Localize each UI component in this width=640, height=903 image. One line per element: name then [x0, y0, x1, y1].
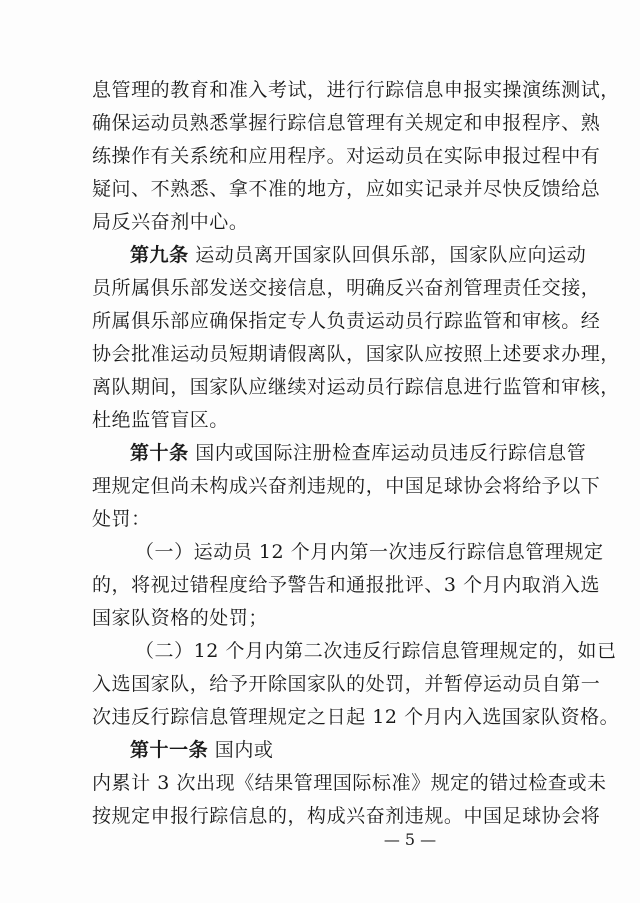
text-line: 疑问、不熟悉、拿不准的地方，应如实记录并尽快反馈给总	[92, 178, 601, 200]
text-line: 确保运动员熟悉掌握行踪信息管理有关规定和申报程序、熟	[92, 112, 601, 134]
article-heading: 第九条	[130, 244, 189, 266]
text-line: 按规定申报行踪信息的，构成兴奋剂违规。中国足球协会将	[92, 805, 601, 827]
page-number: — 5 —	[383, 830, 437, 849]
text-line: 理规定但尚未构成兴奋剂违规的，中国足球协会将给予以下	[92, 475, 601, 497]
text-line: 练操作有关系统和应用程序。对运动员在实际申报过程中有	[92, 145, 601, 167]
text-line: 次违反行踪信息管理规定之日起 12 个月内入选国家队资格。	[92, 706, 620, 728]
text-line: 协会批准运动员短期请假离队，国家队应按照上述要求办理，	[92, 343, 620, 365]
article-text: 国内或	[208, 739, 274, 761]
article-heading: 第十一条	[130, 739, 209, 761]
text-line: 所属俱乐部应确保指定专人负责运动员行踪监管和审核。经	[92, 310, 601, 332]
clause-two-line: （二）12 个月内第二次违反行踪信息管理规定的，如已	[135, 640, 617, 662]
article-text: 运动员离开国家队回俱乐部，国家队应向运动	[188, 244, 587, 266]
text-line: 内累计 3 次出现《结果管理国际标准》规定的错过检查或未	[92, 772, 607, 794]
text-line: 局反兴奋剂中心。	[92, 211, 249, 233]
text-line: 息管理的教育和准入考试，进行行踪信息申报实操演练测试，	[92, 79, 620, 101]
text-line: 入选国家队，给予开除国家队的处罚，并暂停运动员自第一	[92, 673, 601, 695]
article-nine-line	[130, 240, 640, 270]
article-text: 国内或国际注册检查库运动员违反行踪信息管	[188, 442, 587, 464]
text-line: 的，将视过错程度给予警告和通报批评、3 个月内取消入选	[92, 574, 600, 596]
text-line: 国家队资格的处罚；	[92, 607, 268, 629]
text-line: 离队期间，国家队应继续对运动员行踪信息进行监管和审核，	[92, 376, 620, 398]
text-line: 员所属俱乐部发送交接信息，明确反兴奋剂管理责任交接，	[92, 277, 601, 299]
article-eleven-line	[130, 735, 640, 765]
clause-one-line: （一）运动员 12 个月内第一次违反行踪信息管理规定	[135, 541, 604, 563]
article-ten-line	[130, 438, 640, 468]
text-line: 杜绝监管盲区。	[92, 409, 229, 431]
text-line: 处罚：	[92, 508, 151, 530]
article-heading: 第十条	[130, 442, 189, 464]
